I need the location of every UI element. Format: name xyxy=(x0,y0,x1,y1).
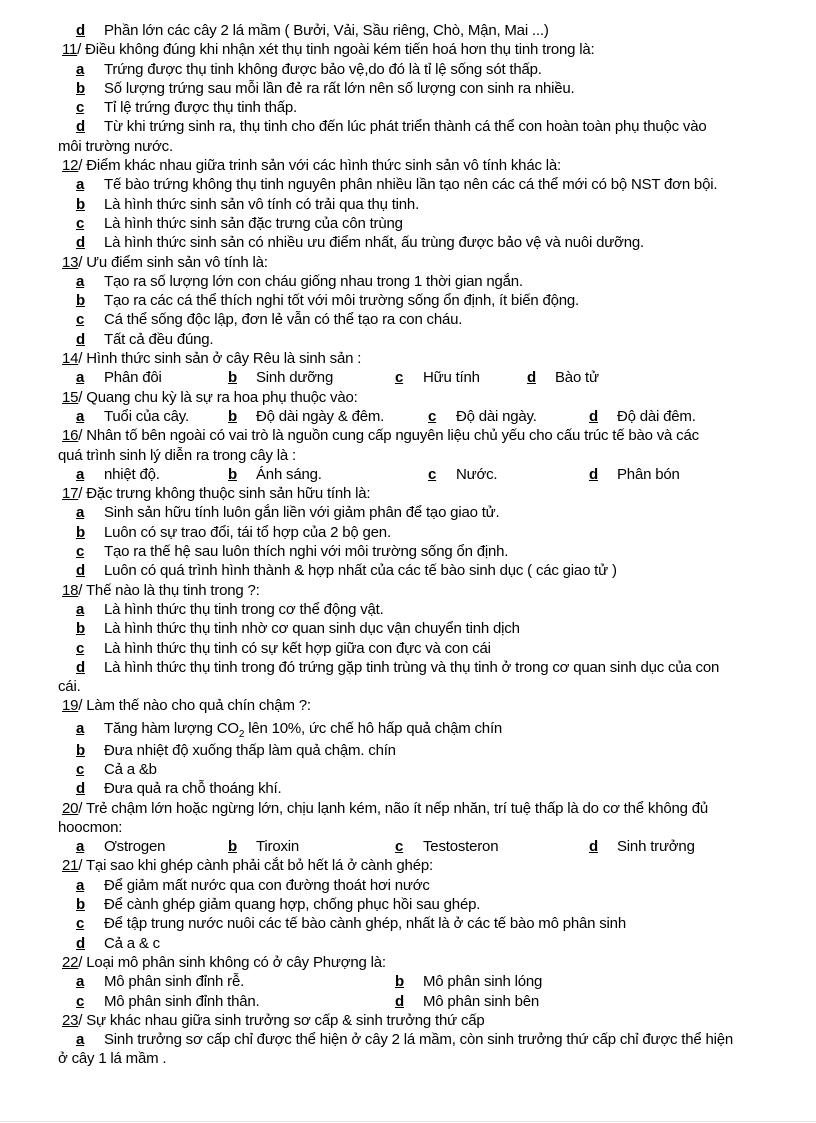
question-number: 17 xyxy=(62,485,79,503)
option-text: Phần lớn các cây 2 lá mầm ( Bưởi, Vải, Sầu riêng, Chò, Mận, Mai ...) xyxy=(104,22,549,39)
wrapped-text: cái. xyxy=(58,678,81,696)
option-text: Tỉ lệ trứng được thụ tinh thấp. xyxy=(104,99,297,117)
answer-option xyxy=(58,658,786,677)
answer-option xyxy=(76,837,165,856)
wrapped-text-line xyxy=(58,677,786,696)
option-text: Cả a & c xyxy=(104,934,160,952)
answer-option xyxy=(589,465,680,484)
option-letter: b xyxy=(76,79,85,97)
question-text: / Trẻ chậm lớn hoặc ngừng lớn, chịu lạnh kém, não ít nếp nhăn, trí tuệ thấp là do cơ thể không đủ xyxy=(78,799,709,817)
question-number: 23 xyxy=(62,1011,79,1029)
option-text: Là hình thức thụ tinh có sự kết hợp giữa con đực và con cái xyxy=(104,639,491,657)
answer-option xyxy=(228,465,322,484)
option-text: Là hình thức sinh sản vô tính có trải qua thụ tinh. xyxy=(104,195,420,213)
option-text: Bào tử xyxy=(555,369,599,387)
answer-option xyxy=(58,503,786,522)
option-letter: b xyxy=(76,292,85,310)
option-letter: d xyxy=(76,330,85,348)
option-text: Độ dài ngày. xyxy=(456,407,537,425)
question-text: / Loại mô phân sinh không có ở cây Phượng là: xyxy=(78,953,386,971)
option-letter: a xyxy=(76,1031,85,1049)
option-letter: b xyxy=(76,741,85,759)
option-letter: a xyxy=(76,600,85,618)
option-text: Tất cả đều đúng. xyxy=(104,330,214,348)
option-text: Testosteron xyxy=(423,838,499,856)
question-line xyxy=(58,349,786,368)
wrapped-text: quá trình sinh lý diễn ra trong cây là : xyxy=(58,446,296,464)
option-text: Để giảm mất nước qua con đường thoát hơi nước xyxy=(104,876,430,894)
option-text: Sinh dưỡng xyxy=(256,369,334,387)
question-number: 16 xyxy=(62,427,79,445)
answer-option xyxy=(58,310,786,329)
option-letter: d xyxy=(76,234,85,252)
question-line xyxy=(58,156,786,175)
option-letter: b xyxy=(228,838,237,856)
question-text: / Sự khác nhau giữa sinh trưởng sơ cấp & sinh trưởng thứ cấp xyxy=(78,1011,485,1029)
option-text: Ánh sáng. xyxy=(256,465,322,483)
option-text: Là hình thức sinh sản có nhiều ưu điểm nhất, ấu trùng được bảo vệ và nuôi dưỡng. xyxy=(104,234,645,252)
question-number: 14 xyxy=(62,350,79,368)
answer-option xyxy=(58,60,786,79)
question-text: / Làm thế nào cho quả chín chậm ?: xyxy=(78,697,311,715)
option-text: Là hình thức sinh sản đặc trưng của côn trùng xyxy=(104,214,403,232)
answer-option xyxy=(428,465,497,484)
option-letter: a xyxy=(76,407,85,425)
option-letter: a xyxy=(76,60,85,78)
option-text: Cá thể sống độc lập, đơn lẻ vẫn có thể tạo ra con cháu. xyxy=(104,311,463,329)
option-text: Tế bào trứng không thụ tinh nguyên phân nhiều lần tạo nên các cá thể mới có bộ NST đơn bội. xyxy=(104,176,718,194)
question-line xyxy=(58,426,786,445)
option-text: Để cành ghép giảm quang hợp, chống phục hồi sau ghép. xyxy=(104,896,481,914)
answer-options-row xyxy=(58,972,786,991)
option-letter: b xyxy=(76,896,85,914)
option-letter: c xyxy=(76,99,85,117)
answer-option xyxy=(58,98,786,117)
answer-option xyxy=(58,542,786,561)
answer-options-row xyxy=(58,465,786,484)
answer-option xyxy=(395,992,539,1011)
answer-option xyxy=(58,716,786,741)
answer-option xyxy=(58,79,786,98)
answer-option xyxy=(58,779,786,798)
wrapped-text-line xyxy=(58,1049,786,1068)
option-text: Sinh sản hữu tính luôn gắn liền với giảm phân để tạo giao tử. xyxy=(104,504,500,522)
option-subscript: 2 xyxy=(238,728,245,740)
option-letter: d xyxy=(527,369,536,387)
question-number: 11 xyxy=(62,41,78,59)
answer-option xyxy=(58,175,786,194)
option-text: Mô phân sinh đỉnh thân. xyxy=(104,992,260,1010)
wrapped-text-line xyxy=(58,137,786,156)
answer-option xyxy=(58,639,786,658)
answer-option xyxy=(589,407,696,426)
answer-option xyxy=(58,523,786,542)
wrapped-text: ở cây 1 lá mầm . xyxy=(58,1050,167,1068)
option-text: Độ dài ngày & đêm. xyxy=(256,407,385,425)
option-text: Từ khi trứng sinh ra, thụ tinh cho đến lúc phát triển thành cá thể con hoàn toàn phụ thuộc vào xyxy=(104,118,707,136)
option-text: Số lượng trứng sau mỗi lần đẻ ra rất lớn nên số lượng con sinh ra nhiều. xyxy=(104,79,575,97)
answer-option xyxy=(228,407,384,426)
option-letter: d xyxy=(76,562,85,580)
answer-option xyxy=(395,837,498,856)
option-letter: c xyxy=(428,407,437,425)
option-letter: d xyxy=(589,465,598,483)
answer-option xyxy=(395,972,542,991)
option-letter: c xyxy=(395,369,404,387)
option-letter: b xyxy=(76,620,85,638)
answer-option xyxy=(76,992,260,1011)
answer-option xyxy=(58,330,786,349)
question-number: 13 xyxy=(62,253,79,271)
answer-option xyxy=(228,368,333,387)
option-letter: d xyxy=(76,934,85,952)
answer-options-row xyxy=(58,407,786,426)
option-text: Là hình thức thụ tinh trong cơ thể động vật. xyxy=(104,600,384,618)
option-text: Là hình thức thụ tinh trong đó trứng gặp tinh trùng và thụ tinh ở trong cơ quan sinh dục của con xyxy=(104,658,720,676)
option-letter: c xyxy=(76,915,85,933)
option-text: Mô phân sinh bên xyxy=(423,992,540,1010)
wrapped-text: hoocmon: xyxy=(58,818,123,836)
question-line xyxy=(58,484,786,503)
answer-option xyxy=(76,972,244,991)
option-letter: d xyxy=(76,22,85,39)
answer-option xyxy=(58,214,786,233)
option-letter: a xyxy=(76,176,85,194)
answer-option xyxy=(395,368,480,387)
answer-options-row xyxy=(58,837,786,856)
option-letter: c xyxy=(76,214,85,232)
option-text: Luôn có sự trao đổi, tái tổ hợp của 2 bộ gen. xyxy=(104,523,391,541)
wrapped-text-line xyxy=(58,446,786,465)
option-text: Tiroxin xyxy=(256,838,300,856)
option-letter: a xyxy=(76,465,85,483)
option-text: Sinh trưởng xyxy=(617,838,695,856)
option-text: Hữu tính xyxy=(423,369,480,387)
answer-options-row xyxy=(58,368,786,387)
question-number: 21 xyxy=(62,857,79,875)
question-text: / Thế nào là thụ tinh trong ?: xyxy=(78,581,260,599)
question-line xyxy=(58,953,786,972)
option-letter: a xyxy=(76,876,85,894)
option-letter: d xyxy=(589,407,598,425)
question-number: 19 xyxy=(62,697,79,715)
option-letter: a xyxy=(76,504,85,522)
option-text: Là hình thức thụ tinh nhờ cơ quan sinh dục vận chuyển tinh dịch xyxy=(104,620,520,638)
answer-option xyxy=(58,195,786,214)
option-text: Mô phân sinh đỉnh rễ. xyxy=(104,973,245,991)
question-text: / Tại sao khi ghép cành phải cắt bỏ hết lá ở cành ghép: xyxy=(78,857,433,875)
question-text: / Đặc trưng không thuộc sinh sản hữu tính là: xyxy=(78,485,371,503)
question-number: 18 xyxy=(62,581,79,599)
answer-options-row xyxy=(58,992,786,1011)
question-text: / Hình thức sinh sản ở cây Rêu là sinh sản : xyxy=(78,350,362,368)
page-bottom-rule xyxy=(0,1121,816,1122)
option-letter: c xyxy=(428,465,437,483)
option-text: Tuổi của cây. xyxy=(104,407,189,425)
option-letter: c xyxy=(76,992,85,1010)
answer-option xyxy=(58,619,786,638)
option-letter: a xyxy=(76,719,85,737)
answer-option xyxy=(58,1030,786,1049)
answer-option xyxy=(76,407,189,426)
question-line xyxy=(58,581,786,600)
option-text: Sinh trưởng sơ cấp chỉ được thể hiện ở cây 2 lá mầm, còn sinh trưởng thứ cấp chỉ được thể hiện xyxy=(104,1031,734,1049)
answer-option xyxy=(76,368,162,387)
question-number: 20 xyxy=(62,799,79,817)
option-text: Trứng được thụ tinh không được bảo vệ,do đó là tỉ lệ sống sót thấp. xyxy=(104,60,542,78)
answer-option xyxy=(58,914,786,933)
option-letter: d xyxy=(589,838,598,856)
option-text: Phân đôi xyxy=(104,369,162,387)
option-letter: a xyxy=(76,973,85,991)
answer-option xyxy=(58,233,786,252)
option-text: Để tập trung nước nuôi các tế bào cành ghép, nhất là ở các tế bào mô phân sinh xyxy=(104,915,626,933)
question-number: 22 xyxy=(62,953,79,971)
option-text: Tạo ra số lượng lớn con cháu giống nhau trong 1 thời gian ngắn. xyxy=(104,272,523,290)
question-line xyxy=(58,1011,786,1030)
answer-option xyxy=(527,368,599,387)
option-letter: a xyxy=(76,369,85,387)
question-line xyxy=(58,253,786,272)
answer-option xyxy=(58,741,786,760)
option-text: Ơstrogen xyxy=(104,838,166,856)
question-text: / Điểm khác nhau giữa trinh sản với các hình thức sinh sản vô tính khác là: xyxy=(78,157,561,175)
answer-option xyxy=(58,21,786,40)
question-text: / Nhân tố bên ngoài có vai trò là nguồn cung cấp nguyên liệu chủ yếu cho cấu trúc tế bào và các xyxy=(78,427,699,445)
option-text: Tạo ra các cá thể thích nghi tốt với môi trường sống ổn định, ít biến động. xyxy=(104,292,579,310)
answer-option xyxy=(58,876,786,895)
option-text: Độ dài đêm. xyxy=(617,407,696,425)
option-letter: b xyxy=(228,407,237,425)
answer-option xyxy=(58,117,786,136)
answer-option xyxy=(228,837,299,856)
option-text: Tăng hàm lượng CO xyxy=(104,719,239,737)
question-line xyxy=(58,799,786,818)
option-letter: d xyxy=(395,992,404,1010)
question-number: 15 xyxy=(62,388,79,406)
question-text: / Quang chu kỳ là sự ra hoa phụ thuộc vào: xyxy=(78,388,358,406)
option-letter: b xyxy=(76,195,85,213)
wrapped-text-line xyxy=(58,818,786,837)
option-letter: b xyxy=(395,973,404,991)
question-line xyxy=(58,856,786,875)
option-letter: b xyxy=(228,369,237,387)
option-text: Tạo ra thế hệ sau luôn thích nghi với môi trường sống ổn định. xyxy=(104,543,509,561)
question-line xyxy=(58,696,786,715)
option-text: Đưa nhiệt độ xuống thấp làm quả chậm. chín xyxy=(104,741,396,759)
option-letter: c xyxy=(76,760,85,778)
answer-option xyxy=(76,465,160,484)
question-number: 12 xyxy=(62,157,79,175)
answer-option xyxy=(58,272,786,291)
option-text: Nước. xyxy=(456,465,498,483)
option-letter: c xyxy=(395,838,404,856)
answer-option xyxy=(58,760,786,779)
answer-option xyxy=(428,407,537,426)
answer-option xyxy=(58,934,786,953)
option-letter: c xyxy=(76,543,85,561)
option-letter: a xyxy=(76,272,85,290)
option-letter: c xyxy=(76,311,85,329)
option-letter: d xyxy=(76,658,85,676)
option-letter: b xyxy=(76,523,85,541)
option-letter: c xyxy=(76,639,85,657)
question-text: / Điều không đúng khi nhận xét thụ tinh ngoài kém tiến hoá hơn thụ tinh trong là: xyxy=(77,41,595,59)
answer-option xyxy=(58,291,786,310)
answer-option xyxy=(58,895,786,914)
question-line xyxy=(58,388,786,407)
question-line xyxy=(58,40,786,59)
option-letter: b xyxy=(228,465,237,483)
option-text: Luôn có quá trình hình thành & hợp nhất của các tế bào sinh dục ( các giao tử ) xyxy=(104,562,617,580)
option-text: Phân bón xyxy=(617,465,680,483)
option-text-continued: lên 10%, ức chế hô hấp quả chậm chín xyxy=(244,719,503,737)
option-letter: a xyxy=(76,838,85,856)
option-letter: d xyxy=(76,780,85,798)
option-text: Mô phân sinh lóng xyxy=(423,973,543,991)
question-text: / Ưu điểm sinh sản vô tính là: xyxy=(78,253,268,271)
option-text: Đưa quả ra chỗ thoáng khí. xyxy=(104,780,282,798)
option-letter: d xyxy=(76,118,85,136)
answer-option xyxy=(58,600,786,619)
option-text: nhiệt độ. xyxy=(104,465,160,483)
answer-option xyxy=(589,837,695,856)
wrapped-text: môi trường nước. xyxy=(58,137,173,155)
answer-option xyxy=(58,561,786,580)
option-text: Cả a &b xyxy=(104,760,157,778)
question-list xyxy=(58,21,786,1069)
